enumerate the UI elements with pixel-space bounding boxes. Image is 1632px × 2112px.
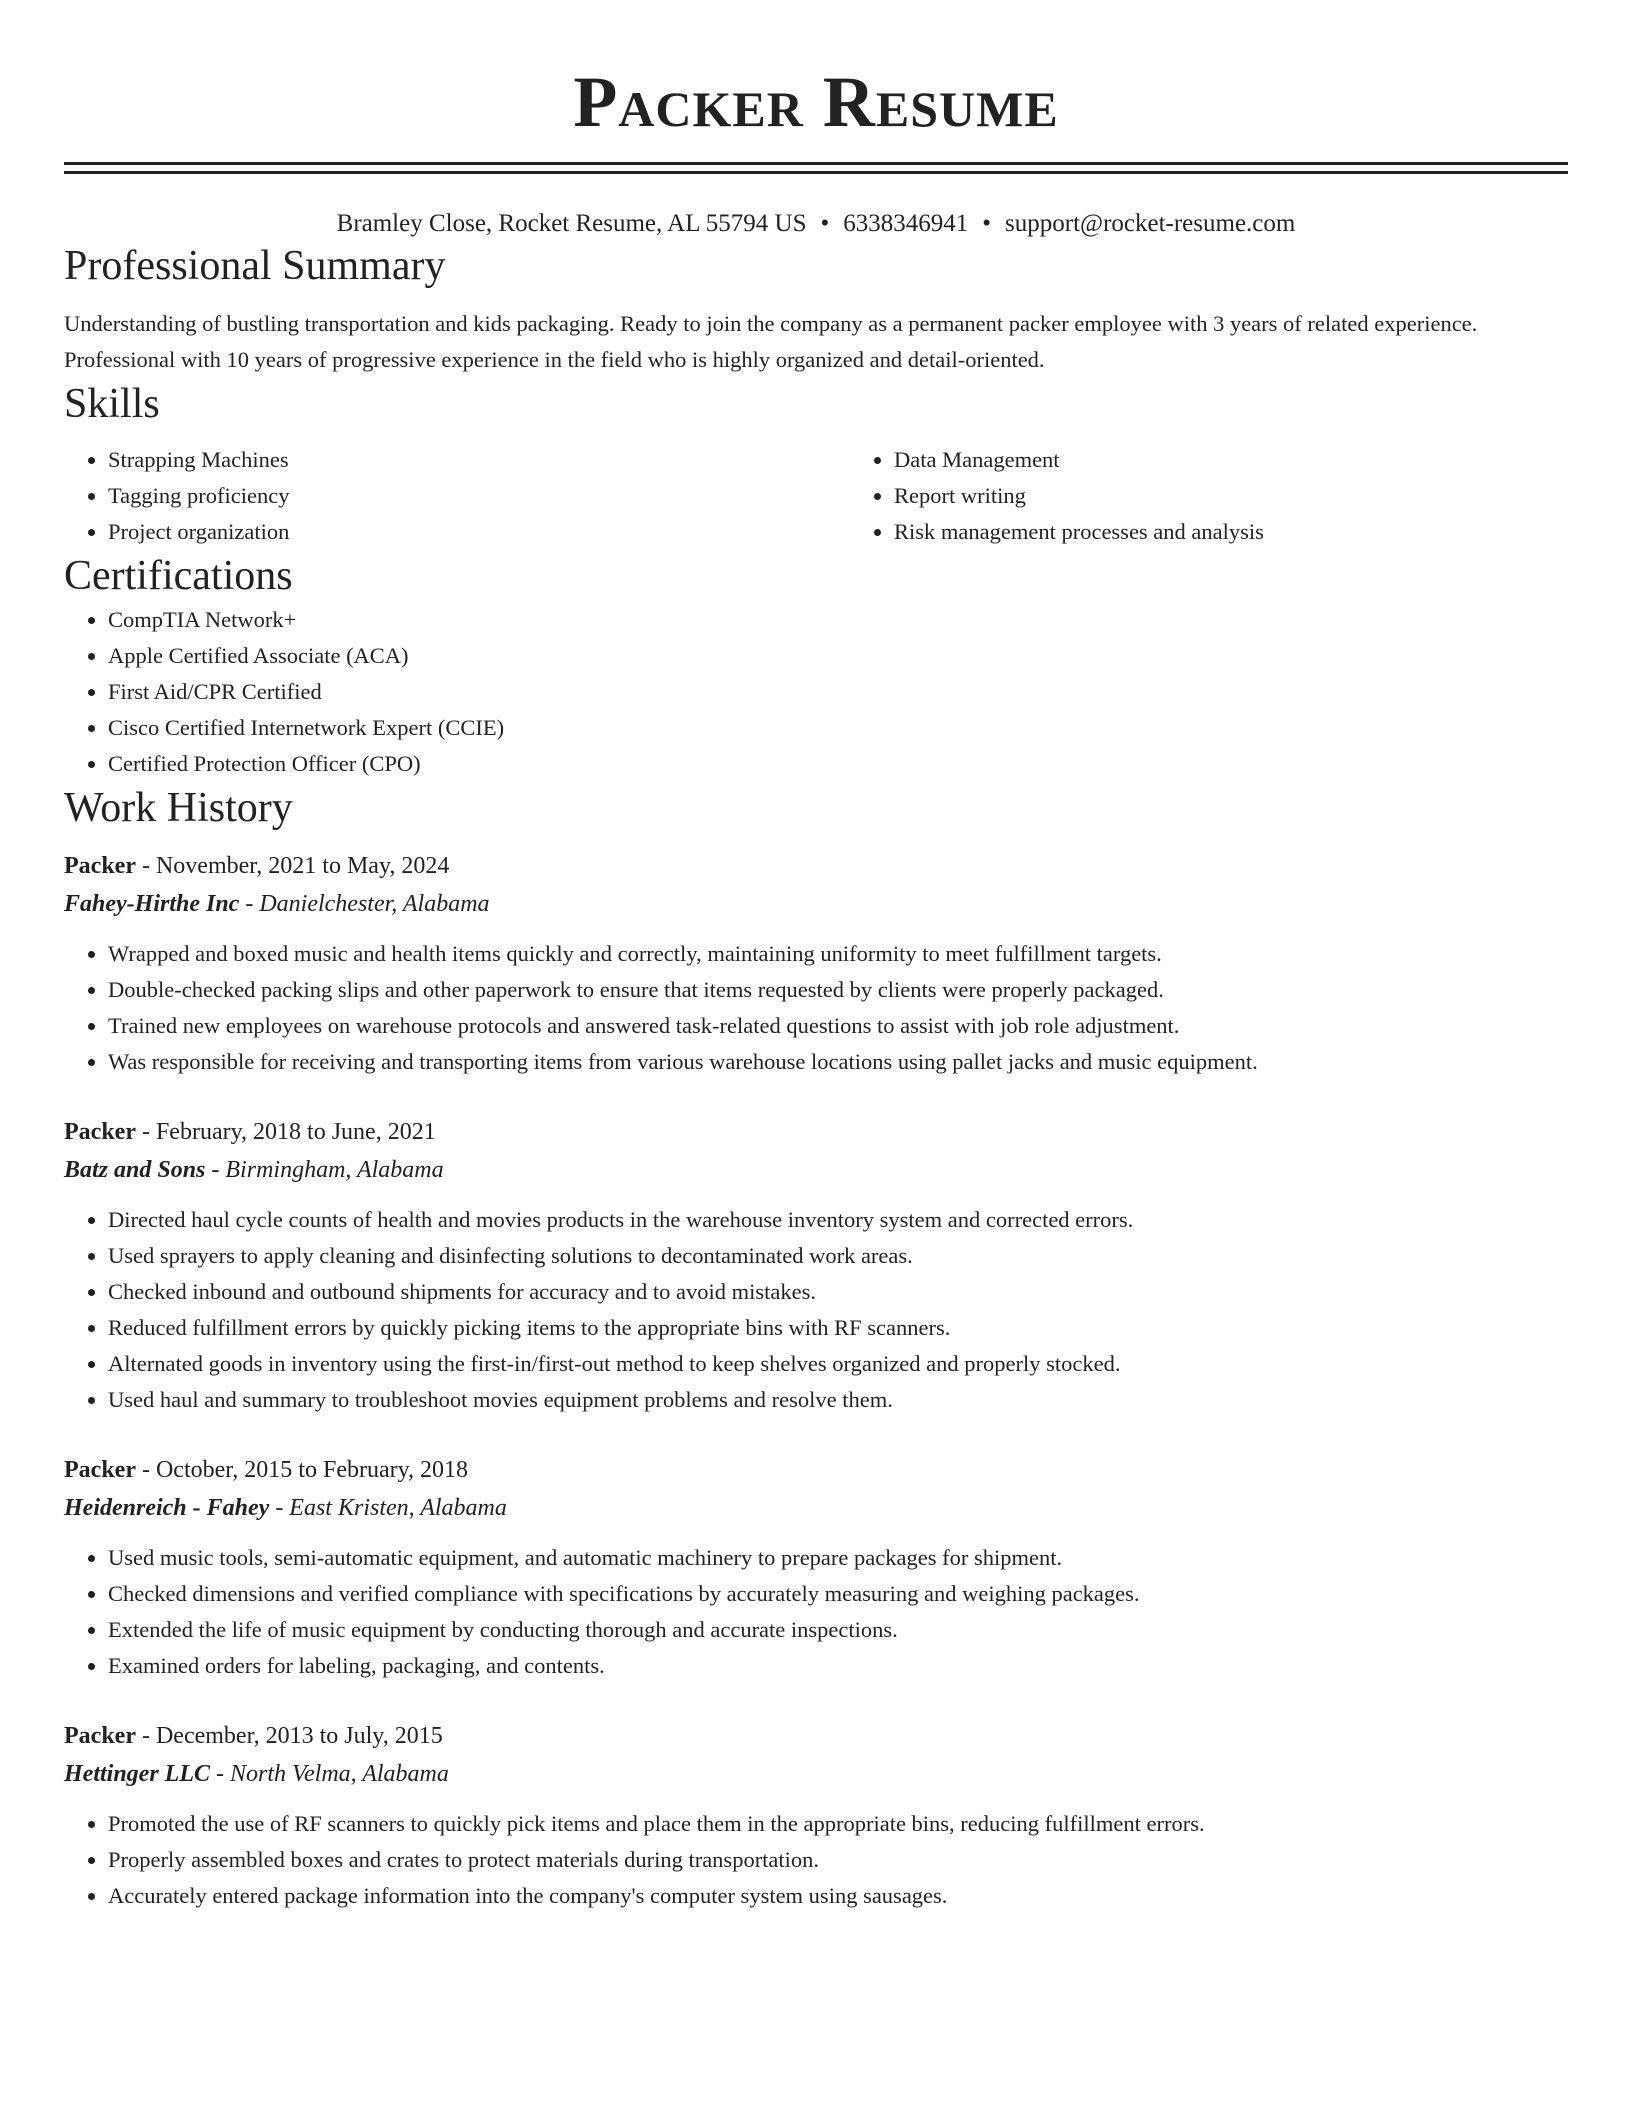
job-duty-item: • Examined orders for labeling, packaging, and contents.	[108, 1648, 1568, 1684]
job-title-line	[64, 1114, 1568, 1150]
job-duties-list	[64, 936, 1568, 1080]
resume-page	[64, 0, 1568, 1914]
skill-item: • Report writing	[894, 478, 1632, 514]
job-duty-item: • Accurately entered package information into the company's computer system using sausages.	[108, 1878, 1568, 1914]
work-history-heading: Work History	[64, 785, 293, 831]
job-duty-item: • Was responsible for receiving and transporting items from various warehouse locations using pallet jacks and music equipment.	[108, 1044, 1568, 1080]
job-duty-item: • Used music tools, semi-automatic equipment, and automatic machinery to prepare packages for shipment.	[108, 1540, 1568, 1576]
job-company-line	[64, 884, 1568, 924]
job-duty-item: • Used sprayers to apply cleaning and disinfecting solutions to decontaminated work areas.	[108, 1238, 1568, 1274]
job-duty-item: • Checked inbound and outbound shipments for accuracy and to avoid mistakes.	[108, 1274, 1568, 1310]
job-role: Packer	[64, 1457, 136, 1483]
skill-item: • Risk management processes and analysis	[894, 514, 1632, 550]
job-duty-item: • Trained new employees on warehouse protocols and answered task-related questions to assist with job role adjustment.	[108, 1008, 1568, 1044]
title-divider-top	[64, 162, 1568, 165]
job-entry	[64, 848, 1568, 1080]
resume-title: Packer Resume	[573, 62, 1059, 142]
job-duties-list	[64, 1202, 1568, 1418]
certification-item: • CompTIA Network+	[108, 602, 1568, 638]
job-duty-item: • Checked dimensions and verified compliance with specifications by accurately measuring and weighing packages.	[108, 1576, 1568, 1612]
skill-item: • Project organization	[108, 514, 850, 550]
job-duty-item: • Wrapped and boxed music and health items quickly and correctly, maintaining uniformity to meet fulfillment targets.	[108, 936, 1568, 972]
job-location: - North Velma, Alabama	[210, 1761, 449, 1787]
job-duty-item: • Promoted the use of RF scanners to quickly pick items and place them in the appropriate bins, reducing fulfillment errors.	[108, 1806, 1568, 1842]
skills-list-right	[850, 442, 1632, 550]
job-duty-item: • Extended the life of music equipment by conducting thorough and accurate inspections.	[108, 1612, 1568, 1648]
job-dates: - December, 2013 to July, 2015	[135, 1723, 443, 1749]
job-company: Batz and Sons	[64, 1157, 206, 1183]
job-company-line	[64, 1488, 1568, 1528]
skill-item: • Tagging proficiency	[108, 478, 850, 514]
skills-heading: Skills	[64, 381, 160, 427]
contact-phone: 6338346941	[843, 210, 969, 237]
job-role: Packer	[64, 1119, 136, 1145]
contact-address: Bramley Close, Rocket Resume, AL 55794 US	[336, 210, 807, 237]
job-dates: - October, 2015 to February, 2018	[135, 1457, 469, 1483]
job-company: Hettinger LLC	[64, 1761, 210, 1787]
certification-item: • Certified Protection Officer (CPO)	[108, 746, 1568, 782]
job-duty-item: • Properly assembled boxes and crates to protect materials during transportation.	[108, 1842, 1568, 1878]
skills-list-left	[64, 442, 850, 550]
title-divider-bottom	[64, 171, 1568, 174]
job-duty-item: • Double-checked packing slips and other paperwork to ensure that items requested by clients were properly packaged.	[108, 972, 1568, 1008]
summary-heading: Professional Summary	[64, 243, 446, 289]
contact-separator: •	[820, 210, 830, 237]
job-duty-item: • Alternated goods in inventory using the first-in/first-out method to keep shelves organized and properly stocked.	[108, 1346, 1568, 1382]
skill-item: • Strapping Machines	[108, 442, 850, 478]
job-company-line	[64, 1150, 1568, 1190]
job-duties-list	[64, 1806, 1568, 1914]
contact-separator: •	[982, 210, 992, 237]
summary-text: Understanding of bustling transportation and kids packaging. Ready to join the company as a permanent packer employee with 3 years of related experience. Professional with 10 years of progressive experience in the field who is highly organized and detail-oriented.	[64, 311, 1478, 372]
job-role: Packer	[64, 853, 136, 879]
job-company-line	[64, 1754, 1568, 1794]
job-duty-item: • Used haul and summary to troubleshoot movies equipment problems and resolve them.	[108, 1382, 1568, 1418]
job-dates: - November, 2021 to May, 2024	[135, 853, 450, 879]
skills-columns	[64, 442, 1568, 550]
certifications-list	[64, 602, 1568, 782]
job-location: - Birmingham, Alabama	[205, 1157, 444, 1183]
job-entry	[64, 1452, 1568, 1684]
certification-item: • Apple Certified Associate (ACA)	[108, 638, 1568, 674]
job-location: - Danielchester, Alabama	[239, 891, 490, 917]
job-entry	[64, 1718, 1568, 1914]
job-duties-list	[64, 1540, 1568, 1684]
certification-item: • First Aid/CPR Certified	[108, 674, 1568, 710]
job-title-line	[64, 848, 1568, 884]
job-location: - East Kristen, Alabama	[269, 1495, 507, 1521]
contact-line	[64, 208, 1568, 240]
job-role: Packer	[64, 1723, 136, 1749]
job-title-line	[64, 1452, 1568, 1488]
job-dates: - February, 2018 to June, 2021	[135, 1119, 436, 1145]
job-company: Heidenreich - Fahey	[64, 1495, 270, 1521]
job-company: Fahey-Hirthe Inc	[64, 891, 240, 917]
skill-item: • Data Management	[894, 442, 1632, 478]
job-title-line	[64, 1718, 1568, 1754]
job-duty-item: • Directed haul cycle counts of health and movies products in the warehouse inventory system and corrected errors.	[108, 1202, 1568, 1238]
certification-item: • Cisco Certified Internetwork Expert (CCIE)	[108, 710, 1568, 746]
job-entry	[64, 1114, 1568, 1418]
certifications-heading: Certifications	[64, 553, 293, 599]
job-duty-item: • Reduced fulfillment errors by quickly picking items to the appropriate bins with RF scanners.	[108, 1310, 1568, 1346]
contact-email: support@rocket-resume.com	[1005, 210, 1296, 237]
